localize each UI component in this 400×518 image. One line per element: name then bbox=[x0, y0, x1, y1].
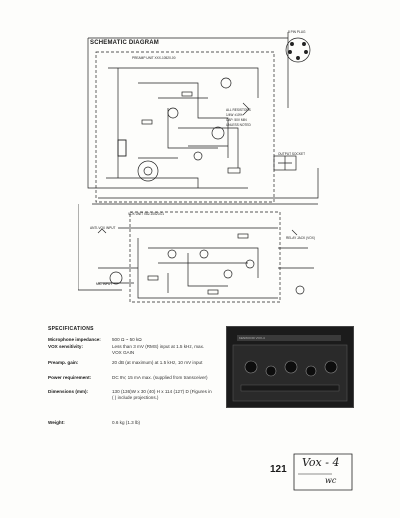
spec-label: Dimensions (mm): bbox=[48, 389, 89, 394]
spec-row bbox=[48, 375, 212, 381]
spec-label: Weight: bbox=[48, 420, 65, 425]
handwritten-initials: wc bbox=[325, 476, 337, 485]
spec-row bbox=[48, 337, 212, 343]
spec-value: 20 dB (at maximum) at 1.5 kHz, 10 mV input bbox=[112, 360, 203, 365]
preamp-unit-boundary bbox=[96, 52, 274, 202]
schematic-title: SCHEMATIC DIAGRAM bbox=[90, 40, 159, 46]
product-photo bbox=[226, 326, 354, 408]
spec-value: DC 9V, 15 mA max. (supplied from transceiver) bbox=[112, 375, 208, 380]
spec-value: 500 Ω ~ 50 kΩ bbox=[112, 337, 142, 342]
schematic-note-1: ALL RESISTORS bbox=[226, 108, 251, 112]
spec-value: 130 (136)W x 30 (40) H x 114 (127) D (Figures in ( ) include projections.) bbox=[112, 389, 212, 400]
relay-jack-label: RELAY JACK (VOX) bbox=[286, 236, 315, 240]
connector-label: 8 PIN PLUG bbox=[288, 30, 306, 34]
spec-row bbox=[48, 344, 212, 356]
schematic-note-3: CAP: 50V MIN bbox=[226, 118, 247, 122]
spec-value: 0.6 kg (1.3 lb) bbox=[112, 420, 141, 425]
front-panel-text: KENWOOD VOX-4 bbox=[239, 336, 265, 340]
preamp-unit-label: PREAMP UNIT XXX-10520-00 bbox=[132, 56, 176, 60]
schematic-note-2: 1/4W ±10% bbox=[226, 113, 243, 117]
spec-row bbox=[48, 360, 212, 366]
page-number: 121 bbox=[270, 464, 287, 475]
vox-unit-label: VOX UNIT X82-10520-01 bbox=[128, 212, 165, 216]
spec-label: Microphone impedance: bbox=[48, 337, 101, 342]
spec-label: Power requirement: bbox=[48, 375, 92, 380]
spec-row bbox=[48, 420, 212, 426]
spec-label: VOX sensitivity: bbox=[48, 344, 83, 349]
anti-vox-input-label: ANTI-VOX INPUT bbox=[90, 226, 116, 230]
spec-row bbox=[48, 389, 212, 401]
output-socket-label: OUTPUT SOCKET bbox=[278, 152, 306, 156]
mic-input-label: MIC INPUT bbox=[96, 282, 113, 286]
spec-label: Preamp. gain: bbox=[48, 360, 79, 365]
vox-unit-boundary bbox=[130, 212, 280, 302]
handwritten-model: Vox - 4 bbox=[302, 456, 340, 469]
spec-value: Less than 3 mV (RMS) input at 1.5 kHz, max. VOX GAIN bbox=[112, 344, 205, 355]
schematic-diagram bbox=[78, 28, 328, 320]
specifications-heading: SPECIFICATIONS bbox=[48, 326, 94, 332]
schematic-note-4: UNLESS NOTED bbox=[226, 123, 251, 127]
